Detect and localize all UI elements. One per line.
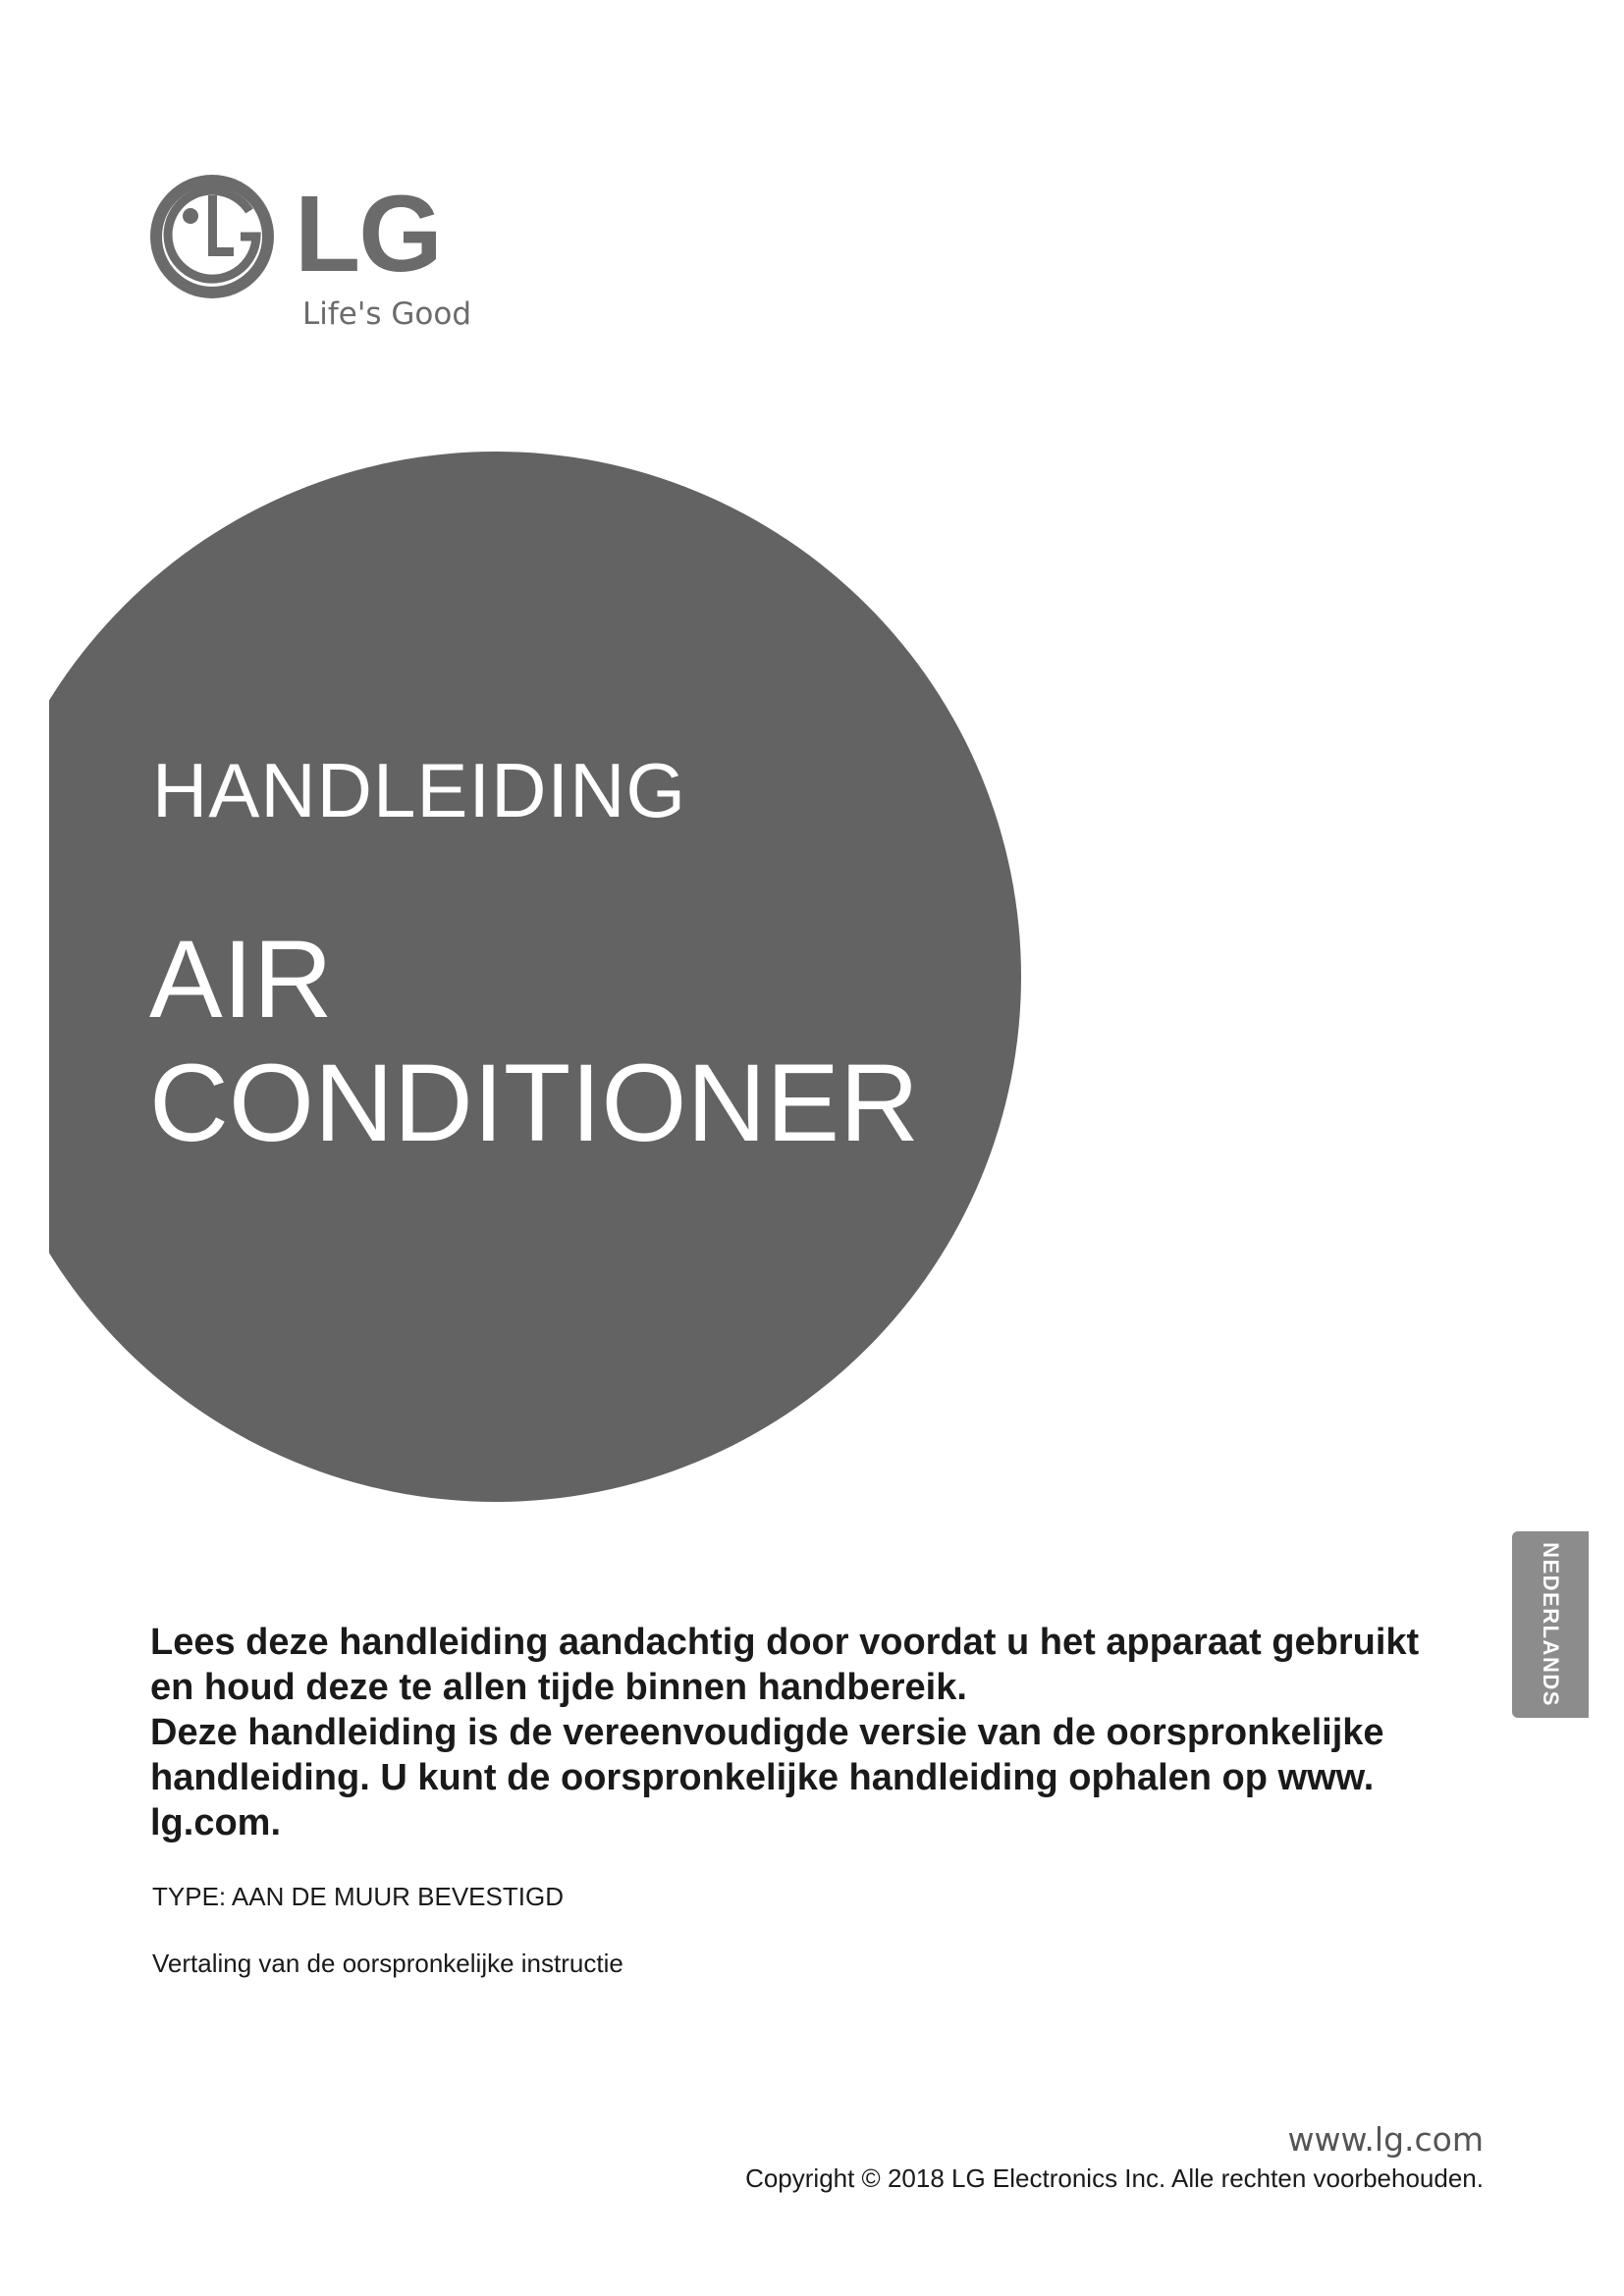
intro-line: Lees deze handleiding aandachtig door voordat u het apparaat gebruikt — [150, 1622, 1420, 1663]
intro-line: en houd deze te allen tijde binnen handbereik. — [150, 1667, 967, 1708]
intro-line: Deze handleiding is de vereenvoudigde versie van de oorspronkelijke — [150, 1712, 1384, 1753]
product-title-line1: AIR — [149, 918, 333, 1041]
product-title — [149, 918, 919, 1165]
intro-line: lg.com. — [150, 1802, 282, 1843]
copyright-notice: Copyright © 2018 LG Electronics Inc. Alle rechten voorbehouden. — [745, 2163, 1484, 2193]
document-type-heading: HANDLEIDING — [152, 747, 687, 833]
lg-wordmark: LG — [295, 174, 441, 294]
intro-line: handleiding. U kunt de oorspronkelijke handleiding ophalen op www. — [150, 1757, 1375, 1798]
language-tab-label: NEDERLANDS — [1539, 1542, 1563, 1707]
language-tab — [1512, 1531, 1589, 1718]
product-type: TYPE: AAN DE MUUR BEVESTIGD — [152, 1882, 564, 1911]
footer-website-link[interactable]: www.lg.com — [1287, 2120, 1484, 2159]
product-title-line2: CONDITIONER — [149, 1041, 919, 1164]
brand-tagline: Life's Good — [302, 296, 472, 332]
translation-note: Vertaling van de oorspronkelijke instructie — [152, 1949, 623, 1978]
intro-paragraph — [150, 1620, 1466, 1845]
